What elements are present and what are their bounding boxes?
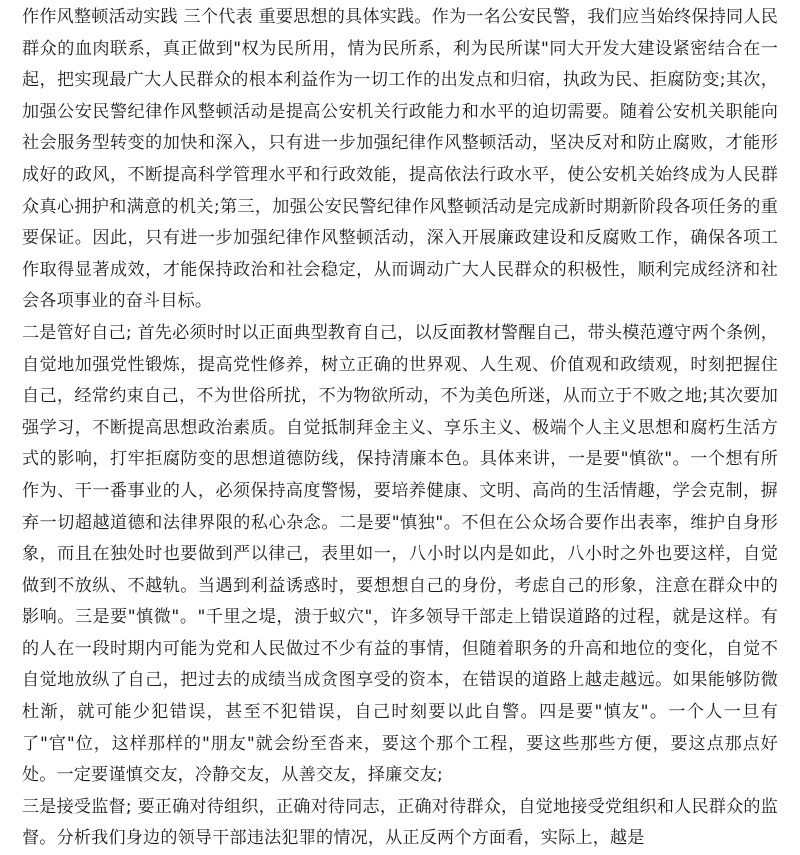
document-body — [22, 2, 778, 855]
paragraph: 三是接受监督; 要正确对待组织，正确对待同志，正确对待群众，自觉地接受党组织和人民群众的监督。分析我们身边的领导干部违法犯罪的情况，从正反两个方面看，实际上，越是 — [22, 796, 778, 849]
paragraph: 二是管好自己; 首先必须时时以正面典型教育自己，以反面教材警醒自己，带头模范遵守两个条例，自觉地加强党性锻炼，提高党性修养，树立正确的世界观、人生观、价值观和政绩观，时刻把握住自己，经常约束自己，不为世俗所扰，不为物欲所动，不为美色所迷，从而立于不败之地;其次要加强学习，不断提高思想政治素质。自觉抵制拜金主义、享乐主义、极端个人主义思想和腐朽生活方式的影响，打牢拒腐防变的思想道德防线，保持清廉本色。具体来讲，一是要"慎欲"。一个想有所作为、干一番事业的人，必须保持高度警惕，要培养健康、文明、高尚的生活情趣，学会克制，摒弃一切超越道德和法律界限的私心杂念。二是要"慎独"。不但在公众场合要作出表率，维护自身形象，而且在独处时也要做到严以律己，表里如一，八小时以内是如此，八小时之外也要这样，自觉做到不放纵、不越轨。当遇到利益诱惑时，要想想自己的身份，考虑自己的形象，注意在群众中的影响。三是要"慎微"。"千里之堤，溃于蚁穴"，许多领导干部走上错误道路的过程，就是这样。有的人在一段时期内可能为党和人民做过不少有益的事情，但随着职务的升高和地位的变化，自觉不自觉地放纵了自己，把过去的成绩当成贪图享受的资本，在错误的道路上越走越远。如果能够防微杜渐，就可能少犯错误，甚至不犯错误，自己时刻要以此自警。四是要"慎友"。一个人一旦有了"官"位，这样那样的"朋友"就会纷至沓来，要这个那个工程，要这些那些方便，要这点那点好处。一定要谨慎交友，冷静交友，从善交友，择廉交友; — [22, 322, 778, 786]
paragraph: 作作风整顿活动实践 三个代表 重要思想的具体实践。作为一名公安民警，我们应当始终保持同人民群众的血肉联系，真正做到"权为民所用，情为民所系，利为民所谋"同大开发大建设紧密结合在一起，把实现最广大人民群众的根本利益作为一切工作的出发点和归宿，执政为民、拒腐防变;其次，加强公安民警纪律作风整顿活动是提高公安机关行政能力和水平的迫切需要。随着公安机关职能向社会服务型转变的加快和深入，只有进一步加强纪律作风整顿活动，坚决反对和防止腐败，才能形成好的政风，不断提高科学管理水平和行政效能，提高依法行政水平，使公安机关始终成为人民群众真心拥护和满意的机关;第三，加强公安民警纪律作风整顿活动是完成新时期新阶段各项任务的重要保证。因此，只有进一步加强纪律作风整顿活动，深入开展廉政建设和反腐败工作，确保各项工作取得显著成效，才能保持政治和社会稳定，从而调动广大人民群众的积极性，顺利完成经济和社会各项事业的奋斗目标。 — [22, 7, 778, 312]
